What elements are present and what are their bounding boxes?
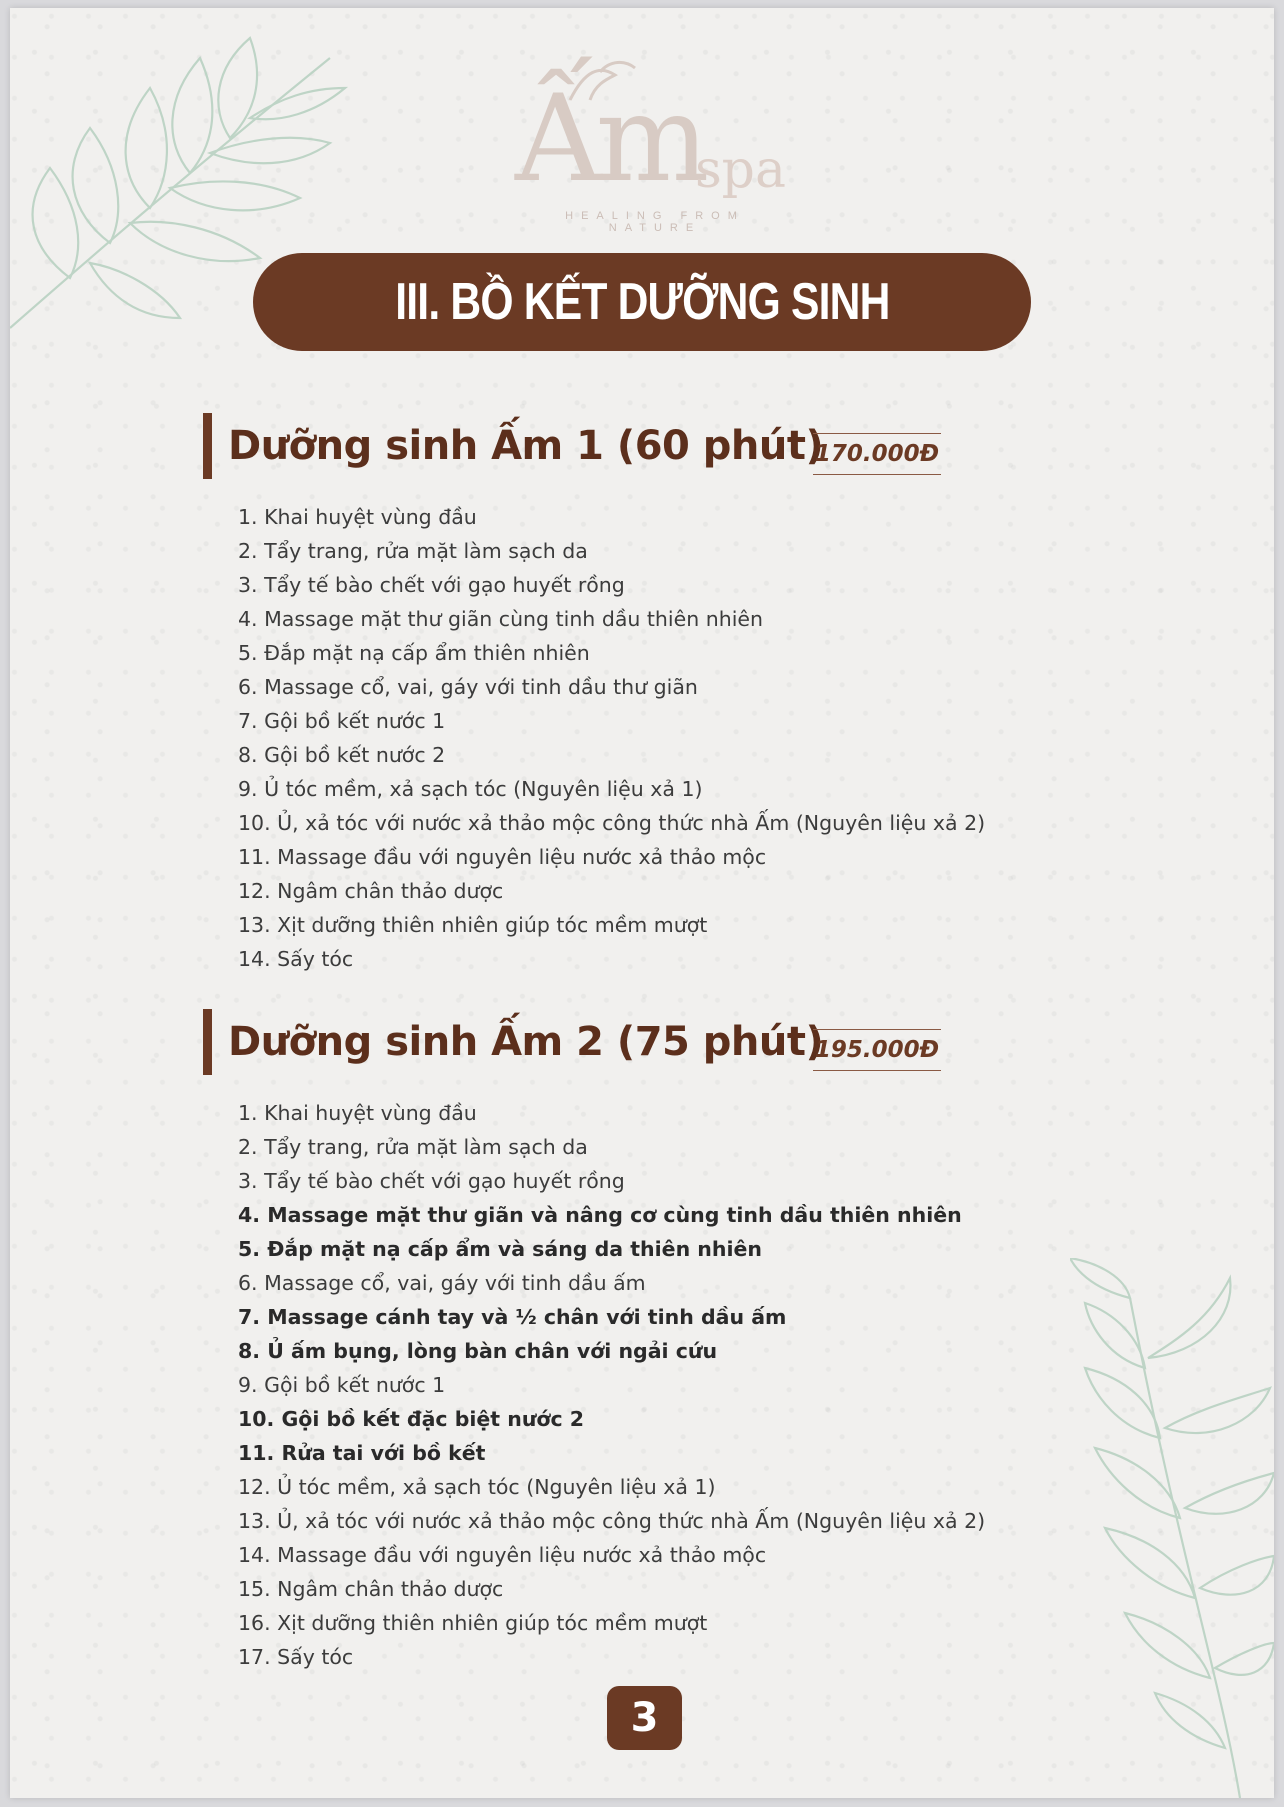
list-item: 2. Tẩy trang, rửa mặt làm sạch da bbox=[238, 539, 588, 563]
list-item: 7. Massage cánh tay và ½ chân với tinh dầu ấm bbox=[238, 1305, 787, 1329]
list-item: 6. Massage cổ, vai, gáy với tinh dầu ấm bbox=[238, 1271, 646, 1295]
list-item: 3. Tẩy tế bào chết với gạo huyết rồng bbox=[238, 1169, 625, 1193]
list-item: 5. Đắp mặt nạ cấp ẩm thiên nhiên bbox=[238, 641, 590, 665]
list-item: 14. Sấy tóc bbox=[238, 947, 354, 971]
leaf-branch-bottom-right-icon bbox=[1070, 1258, 1274, 1798]
list-item: 1. Khai huyệt vùng đầu bbox=[238, 1101, 477, 1125]
list-item: 13. Xịt dưỡng thiên nhiên giúp tóc mềm mượt bbox=[238, 913, 708, 937]
list-item: 12. Ủ tóc mềm, xả sạch tóc (Nguyên liệu xả 1) bbox=[238, 1475, 716, 1499]
list-item: 13. Ủ, xả tóc với nước xả thảo mộc công thức nhà Ấm (Nguyên liệu xả 2) bbox=[238, 1509, 986, 1533]
list-item: 7. Gội bồ kết nước 1 bbox=[238, 709, 446, 733]
list-item: 8. Ủ ấm bụng, lòng bàn chân với ngải cứu bbox=[238, 1339, 718, 1363]
brand-logo bbox=[505, 60, 805, 234]
section-banner bbox=[253, 253, 1031, 351]
list-item: 11. Rửa tai với bồ kết bbox=[238, 1441, 486, 1465]
list-item: 16. Xịt dưỡng thiên nhiên giúp tóc mềm mượt bbox=[238, 1611, 708, 1635]
list-item: 9. Ủ tóc mềm, xả sạch tóc (Nguyên liệu xả 1) bbox=[238, 777, 703, 801]
list-item: 6. Massage cổ, vai, gáy với tinh dầu thư giãn bbox=[238, 675, 698, 699]
menu-page bbox=[10, 8, 1274, 1798]
list-item: 2. Tẩy trang, rửa mặt làm sạch da bbox=[238, 1135, 588, 1159]
list-item: 14. Massage đầu với nguyên liệu nước xả thảo mộc bbox=[238, 1543, 767, 1567]
package-steps-list bbox=[238, 500, 985, 976]
list-item: 12. Ngâm chân thảo dược bbox=[238, 879, 504, 903]
list-item: 4. Massage mặt thư giãn và nâng cơ cùng tinh dầu thiên nhiên bbox=[238, 1203, 962, 1227]
list-item: 1. Khai huyệt vùng đầu bbox=[238, 505, 477, 529]
package-title: Dưỡng sinh Ấm 2 (75 phút) bbox=[228, 1019, 824, 1065]
logo-suffix: spa bbox=[695, 140, 786, 200]
section-accent-bar bbox=[203, 1009, 212, 1075]
list-item: 10. Gội bồ kết đặc biệt nước 2 bbox=[238, 1407, 585, 1431]
list-item: 15. Ngâm chân thảo dược bbox=[238, 1577, 504, 1601]
list-item: 8. Gội bồ kết nước 2 bbox=[238, 743, 446, 767]
package-steps-list bbox=[238, 1096, 985, 1674]
logo-tagline: HEALING FROM NATURE bbox=[565, 210, 745, 234]
package-title: Dưỡng sinh Ấm 1 (60 phút) bbox=[228, 423, 824, 469]
banner-title: III. BỒ KẾT DƯỠNG SINH bbox=[394, 273, 890, 331]
page-number: 3 bbox=[607, 1686, 682, 1750]
list-item: 10. Ủ, xả tóc với nước xả thảo mộc công thức nhà Ấm (Nguyên liệu xả 2) bbox=[238, 811, 986, 835]
list-item: 17. Sấy tóc bbox=[238, 1645, 354, 1669]
package-price: 195.000Đ bbox=[813, 1029, 941, 1071]
list-item: 11. Massage đầu với nguyên liệu nước xả thảo mộc bbox=[238, 845, 767, 869]
list-item: 4. Massage mặt thư giãn cùng tinh dầu thiên nhiên bbox=[238, 607, 764, 631]
package-price: 170.000Đ bbox=[813, 433, 941, 475]
list-item: 3. Tẩy tế bào chết với gạo huyết rồng bbox=[238, 573, 625, 597]
section-accent-bar bbox=[203, 413, 212, 479]
list-item: 9. Gội bồ kết nước 1 bbox=[238, 1373, 446, 1397]
logo-wordmark: Ấm bbox=[515, 70, 704, 209]
list-item: 5. Đắp mặt nạ cấp ẩm và sáng da thiên nhiên bbox=[238, 1237, 763, 1261]
